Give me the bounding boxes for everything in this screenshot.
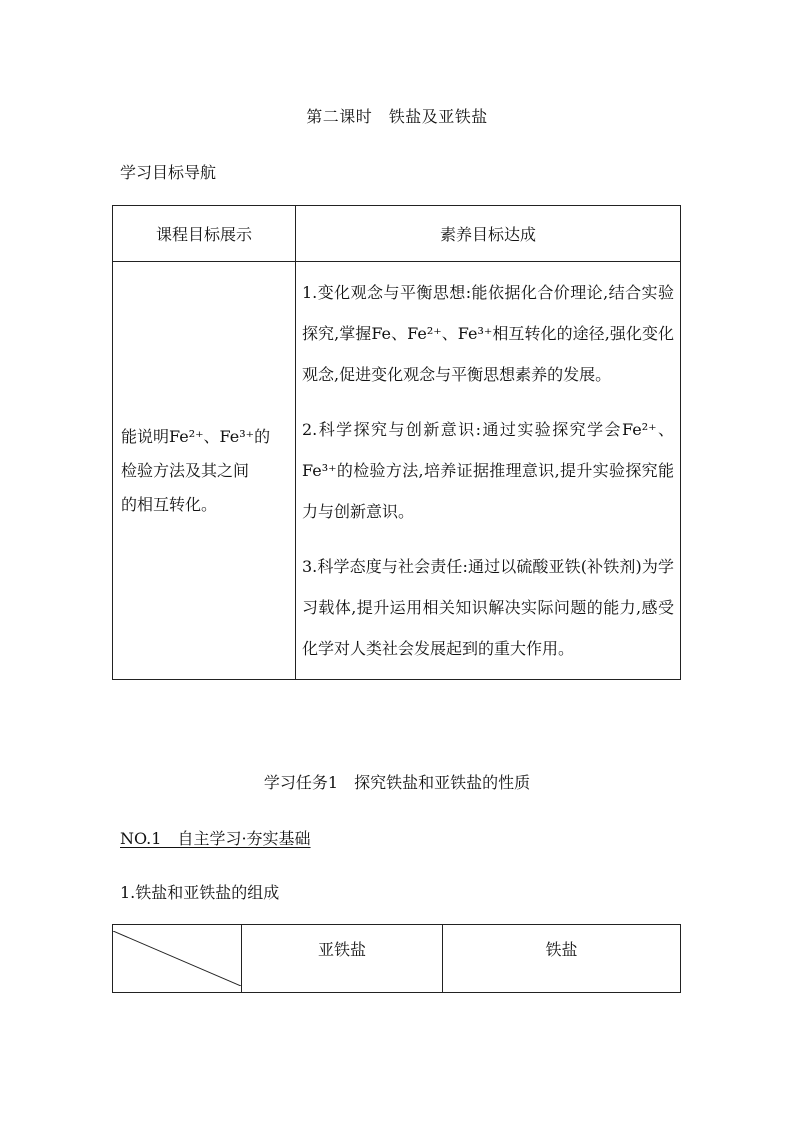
goals-table bbox=[112, 205, 681, 680]
sub-heading: 1.铁盐和亚铁盐的组成 bbox=[120, 883, 280, 902]
course-goal-line: 检验方法及其之间 bbox=[121, 460, 250, 480]
page-title: 第二课时 铁盐及亚铁盐 bbox=[306, 107, 488, 126]
header-ferrous-salt: 亚铁盐 bbox=[242, 925, 443, 993]
header-ferric-salt: 铁盐 bbox=[443, 925, 681, 993]
salt-header-row bbox=[113, 925, 681, 993]
diagonal-corner-cell bbox=[113, 925, 242, 993]
goals-header-row bbox=[113, 206, 681, 262]
course-goal-line: 的相互转化。 bbox=[121, 494, 218, 514]
goals-body-row bbox=[113, 262, 681, 680]
literacy-goal-cell bbox=[296, 262, 681, 680]
task-title: 学习任务1 探究铁盐和亚铁盐的性质 bbox=[263, 773, 531, 792]
diagonal-line bbox=[113, 931, 241, 986]
goals-heading: 学习目标导航 bbox=[120, 163, 217, 182]
course-goal-line: 能说明Fe²⁺、Fe³⁺的 bbox=[121, 426, 271, 446]
header-literacy-goals: 素养目标达成 bbox=[296, 206, 681, 262]
salt-composition-table bbox=[112, 924, 681, 993]
course-goal-cell bbox=[113, 262, 296, 680]
section-number-heading: NO.1 自主学习·夯实基础 bbox=[120, 829, 311, 848]
literacy-goal-item: 1.变化观念与平衡思想:能依据化合价理论,结合实验探究,掌握Fe、Fe²⁺、Fe³⁺相互转化的途径,强化变化观念,促进变化观念与平衡思想素养的发展。 bbox=[302, 283, 674, 384]
literacy-goal-item: 2.科学探究与创新意识:通过实验探究学会Fe²⁺、Fe³⁺的检验方法,培养证据推理意识,提升实验探究能力与创新意识。 bbox=[302, 420, 674, 521]
header-course-goals: 课程目标展示 bbox=[113, 206, 296, 262]
literacy-goal-item: 3.科学态度与社会责任:通过以硫酸亚铁(补铁剂)为学习载体,提升运用相关知识解决实际问题的能力,感受化学对人类社会发展起到的重大作用。 bbox=[302, 557, 674, 658]
